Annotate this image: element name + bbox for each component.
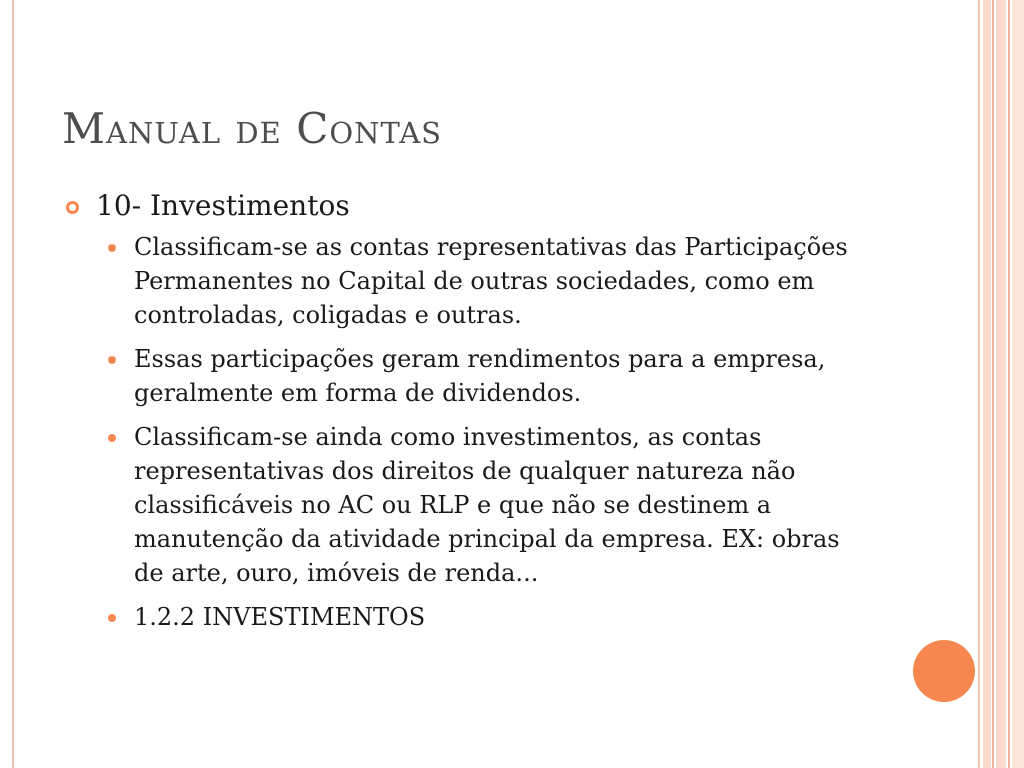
dot-bullet-icon xyxy=(108,614,116,622)
sub-bullet-text: 1.2.2 INVESTIMENTOS xyxy=(134,603,426,631)
sub-bullet-text: Essas participações geram rendimentos para a empresa, geralmente em forma de dividendos. xyxy=(134,345,826,407)
decorative-stripe xyxy=(996,0,1006,768)
left-frame-line xyxy=(12,0,14,768)
decorative-circle xyxy=(913,640,975,702)
ring-bullet-icon xyxy=(66,201,79,214)
slide-title: Manual de Contas xyxy=(62,104,443,153)
sub-bullet-item xyxy=(62,230,862,332)
right-frame-line xyxy=(978,0,980,768)
dot-bullet-icon xyxy=(108,434,116,442)
sub-bullet-list xyxy=(62,230,862,634)
decorative-stripe xyxy=(1008,0,1010,768)
bullet-heading xyxy=(62,186,862,226)
dot-bullet-icon xyxy=(108,356,116,364)
slide-content xyxy=(62,186,862,644)
decorative-stripe xyxy=(992,0,994,768)
sub-bullet-item xyxy=(62,342,862,410)
sub-bullet-item xyxy=(62,420,862,590)
decorative-stripe xyxy=(1012,0,1024,768)
sub-bullet-item xyxy=(62,600,862,634)
bullet-heading-text: 10- Investimentos xyxy=(96,189,350,222)
decorative-stripe xyxy=(983,0,991,768)
dot-bullet-icon xyxy=(108,244,116,252)
sub-bullet-text: Classificam-se as contas representativas das Participações Permanentes no Capital de outras sociedades, como em controladas, coligadas e outras. xyxy=(134,233,848,329)
sub-bullet-text: Classificam-se ainda como investimentos, as contas representativas dos direitos de qualquer natureza não classificáveis no AC ou RLP e que não se destinem a manutenção da atividade principal da empresa. EX: obras de arte, ouro, imóveis de renda... xyxy=(134,423,840,587)
